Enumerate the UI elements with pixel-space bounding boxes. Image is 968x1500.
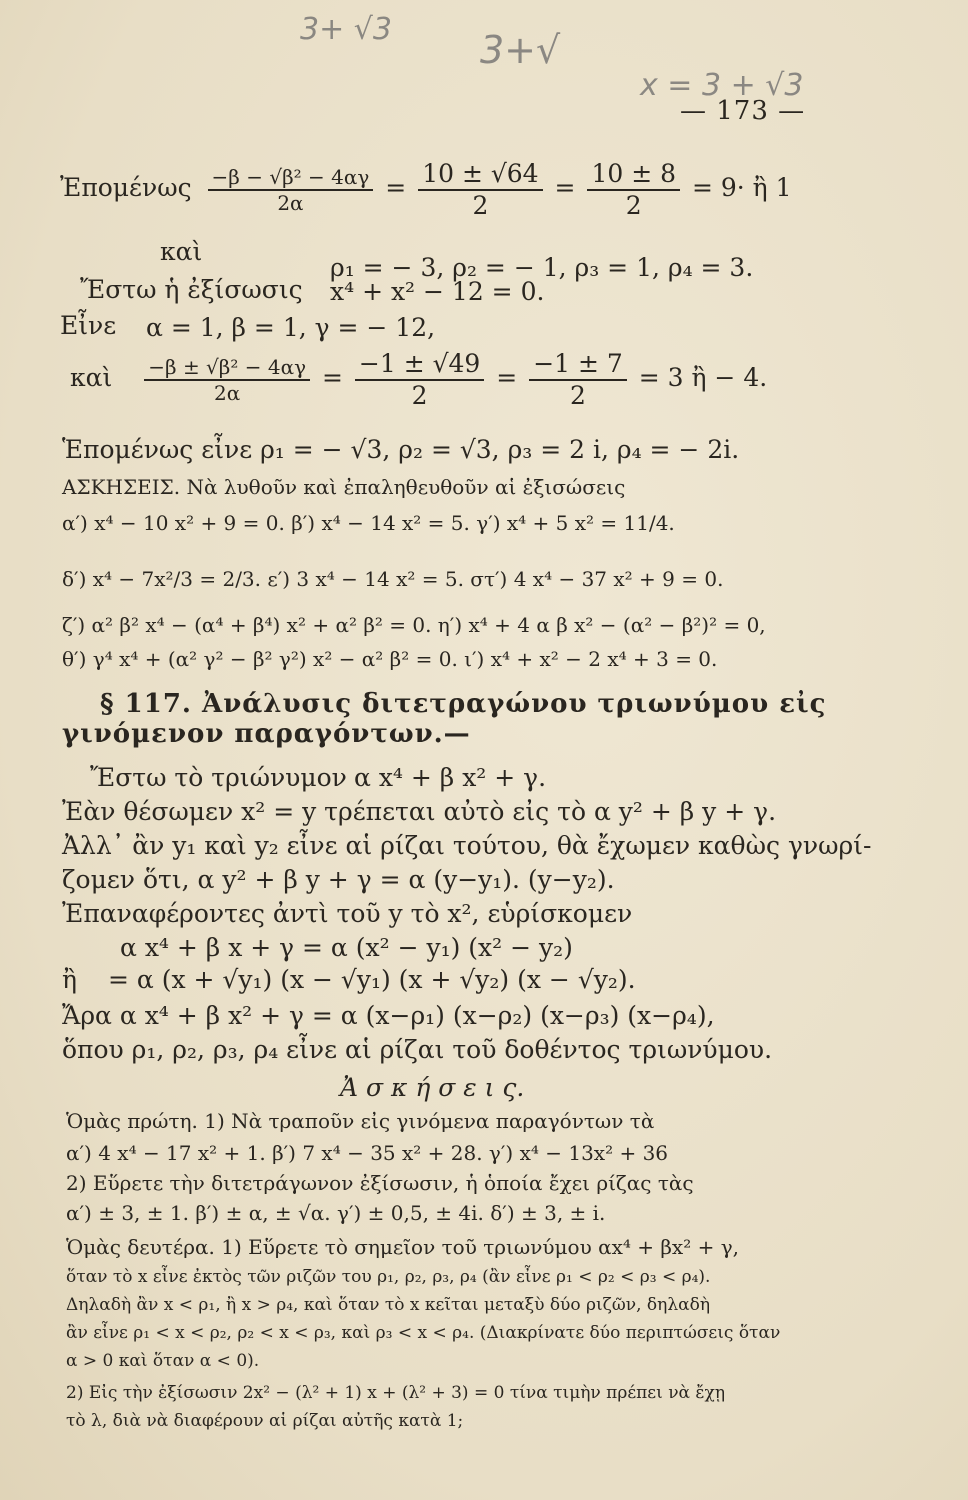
exercise-line: Δηλαδὴ ἂν x < ρ₁, ἢ x > ρ₄, καὶ ὅταν τὸ x κεῖται μεταξὺ δύο ριζῶν, δηλαδὴ <box>66 1295 710 1315</box>
exercise-line: θ′) γ⁴ x⁴ + (α² γ² − β² γ²) x² − α² β² = 0. ι′) x⁴ + x² − 2 x⁴ + 3 = 0. <box>62 647 718 671</box>
roots-line: ρ₁ = − 3, ρ₂ = − 1, ρ₃ = 1, ρ₄ = 3. <box>330 253 754 282</box>
fraction-numerator: 10 ± √64 <box>418 160 542 191</box>
handwritten-note-top: 3+ √3 <box>300 12 392 47</box>
text-line: Ἑπομένως εἶνε ρ₁ = − √3, ρ₂ = √3, ρ₃ = 2 i, ρ₄ = − 2i. <box>62 435 740 464</box>
equation-line-5 <box>70 350 767 409</box>
exercise-line: α′) x⁴ − 10 x² + 9 = 0. β′) x⁴ − 14 x² = 5. γ′) x⁴ + 5 x² = 11/4. <box>62 511 675 535</box>
fraction-numerator: −β − √β² − 4αγ <box>208 166 374 191</box>
fraction <box>587 160 680 219</box>
exercise-line: 2) Εὕρετε τὴν διτετράγωνον ἐξίσωσιν, ἡ ὁποία ἔχει ρίζας τὰς <box>66 1171 694 1195</box>
fraction-denominator: 2 <box>472 190 489 220</box>
text-line: Ἐὰν θέσωμεν x² = y τρέπεται αὐτὸ εἰς τὸ α y² + β y + γ. <box>62 797 777 826</box>
equation-line: α x⁴ + β x + γ = α (x² − y₁) (x² − y₂) <box>120 933 573 962</box>
fraction <box>418 160 542 219</box>
fraction-numerator: −1 ± 7 <box>529 350 627 381</box>
text-line: ἢ <box>62 965 77 994</box>
exercise-line: ἂν εἶνε ρ₁ < x < ρ₂, ρ₂ < x < ρ₃, καὶ ρ₃ < x < ρ₄. (Διακρίνατε δύο περιπτώσεις ὅταν <box>66 1323 781 1343</box>
exercise-line: ὅταν τὸ x εἶνε ἐκτὸς τῶν ριζῶν του ρ₁, ρ₂, ρ₃, ρ₄ (ἂν εἶνε ρ₁ < ρ₂ < ρ₃ < ρ₄). <box>66 1267 711 1287</box>
fraction-numerator: −β ± √β² − 4αγ <box>144 356 310 381</box>
section-heading: § 117. Ἀνάλυσις διτετραγώνου τριωνύμου εἰς <box>100 689 827 719</box>
equation-line: α x⁴ + β x² + γ. <box>354 763 547 792</box>
fraction-numerator: −1 ± √49 <box>355 350 484 381</box>
handwritten-note-top-left: 3+√ <box>480 28 561 72</box>
section-heading: γινόμενον παραγόντων.— <box>62 719 471 749</box>
equation-line: x⁴ + x² − 12 = 0. <box>330 277 545 306</box>
result-text: = 3 ἢ − 4. <box>638 363 768 392</box>
fraction <box>208 166 374 214</box>
exercise-line: Ὁμὰς δευτέρα. 1) Εὕρετε τὸ σημεῖον τοῦ τριωνύμου αx⁴ + βx² + γ, <box>66 1235 739 1259</box>
text-line: Ἐπαναφέροντες ἀντὶ τοῦ y τὸ x², εὑρίσκομεν <box>62 899 633 928</box>
equals-sign: = <box>385 173 407 202</box>
text-line: ζομεν ὅτι, α y² + β y + γ = α (y−y₁). (y−y₂). <box>62 865 615 894</box>
text-line: Ἔστω τὸ τριώνυμον <box>90 763 347 792</box>
fraction-denominator: 2α <box>277 190 304 215</box>
exercise-line: 2) Εἰς τὴν ἐξίσωσιν 2x² − (λ² + 1) x + (λ² + 3) = 0 τίνα τιμὴν πρέπει νὰ ἔχῃ <box>66 1383 726 1403</box>
text-label: καὶ <box>70 363 113 392</box>
text-line: ὅπου ρ₁, ρ₂, ρ₃, ρ₄ εἶνε αἱ ρίζαι τοῦ δοθέντος τριωνύμου. <box>62 1035 773 1064</box>
fraction <box>355 350 484 409</box>
exercise-line: α > 0 καὶ ὅταν α < 0). <box>66 1351 260 1371</box>
result-text: = 9· ἢ 1 <box>691 173 792 202</box>
exercises-subheading: Ἀ σ κ ή σ ε ι ς. <box>340 1073 525 1102</box>
equation-line-1 <box>60 160 792 219</box>
exercise-line: ζ′) α² β² x⁴ − (α⁴ + β⁴) x² + α² β² = 0. η′) x⁴ + 4 α β x² − (α² − β²)² = 0, <box>62 613 766 637</box>
fraction-denominator: 2 <box>625 190 642 220</box>
text-line: Ἀλλ᾽ ἂν y₁ καὶ y₂ εἶνε αἱ ρίζαι τούτου, θὰ ἔχωμεν καθὼς γνωρί- <box>62 831 872 860</box>
handwritten-note-top-right: x = 3 + √3 <box>640 68 804 103</box>
fraction <box>144 356 310 404</box>
equation-line: = α (x + √y₁) (x − √y₁) (x + √y₂) (x − √y₂). <box>108 965 636 994</box>
fraction-numerator: 10 ± 8 <box>587 160 680 191</box>
equals-sign: = <box>322 363 343 392</box>
text-line: καὶ <box>160 237 203 266</box>
equation-line: α = 1, β = 1, γ = − 12, <box>146 313 436 342</box>
fraction-denominator: 2 <box>570 380 586 410</box>
text-line: Εἶνε <box>60 311 117 340</box>
exercise-line: α′) ± 3, ± 1. β′) ± α, ± √α. γ′) ± 0,5, ± 4i. δ′) ± 3, ± i. <box>66 1201 606 1225</box>
text-label: Ἐπομένως <box>60 173 192 202</box>
exercise-line: Ὁμὰς πρώτη. 1) Νὰ τραποῦν εἰς γινόμενα παραγόντων τὰ <box>66 1109 655 1133</box>
text-line: Ἔστω ἡ ἐξίσωσις <box>80 275 303 304</box>
exercises-heading: ΑΣΚΗΣΕΙΣ. Νὰ λυθοῦν καὶ ἐπαληθευθοῦν αἱ ἐξισώσεις <box>62 475 626 499</box>
equation-line: Ἄρα α x⁴ + β x² + γ = α (x−ρ₁) (x−ρ₂) (x−ρ₃) (x−ρ₄), <box>62 1001 715 1030</box>
fraction-denominator: 2α <box>214 380 241 405</box>
exercise-line: τὸ λ, διὰ νὰ διαφέρουν αἱ ρίζαι αὐτῆς κατὰ 1; <box>66 1411 464 1431</box>
equals-sign: = <box>496 363 518 392</box>
page-number: — 173 — <box>680 96 806 126</box>
fraction <box>529 350 627 409</box>
exercise-line: α′) 4 x⁴ − 17 x² + 1. β′) 7 x⁴ − 35 x² + 28. γ′) x⁴ − 13x² + 36 <box>66 1141 669 1165</box>
exercise-line: δ′) x⁴ − 7x²/3 = 2/3. ε′) 3 x⁴ − 14 x² = 5. στ′) 4 x⁴ − 37 x² + 9 = 0. <box>62 567 724 591</box>
fraction-denominator: 2 <box>411 380 428 410</box>
equals-sign: = <box>554 173 576 202</box>
